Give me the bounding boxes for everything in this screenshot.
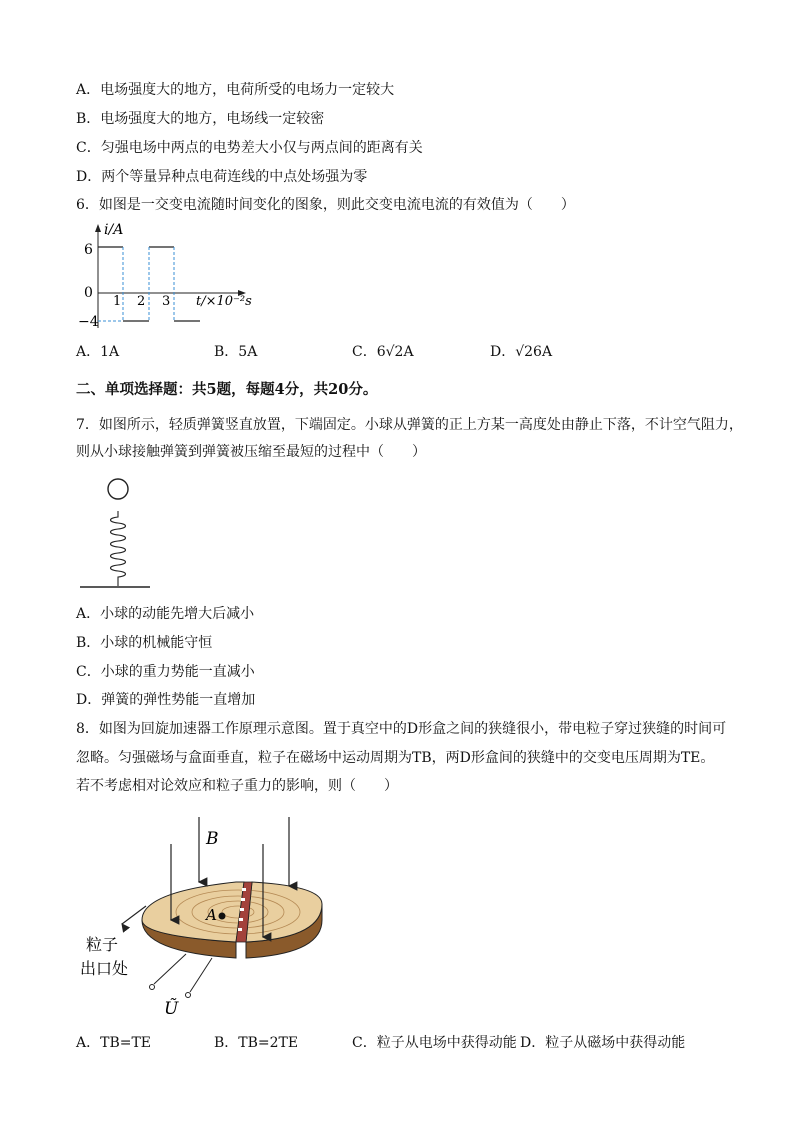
label-exit-1: 粒子 (86, 935, 119, 954)
x-axis-label: t/×10⁻²s (196, 294, 252, 309)
point-a (219, 913, 226, 920)
tick-3: 3 (162, 294, 171, 309)
tick-2: 2 (137, 294, 146, 309)
tick-0: 0 (84, 285, 93, 301)
q7-option-a: A．小球的动能先增大后减小 (76, 606, 255, 622)
q8-stem-line2: 忽略。匀强磁场与盒面垂直，粒子在磁场中运动周期为TB，两D形盒间的狭缝中的交变电压周期为TE。 (76, 750, 715, 766)
q7-option-d: D．弹簧的弹性势能一直增加 (76, 692, 256, 708)
q8-stem-line1: 8．如图为回旋加速器工作原理示意图。置于真空中的D形盒之间的狭缝很小，带电粒子穿过狭缝的时间可 (76, 721, 727, 737)
label-exit-2: 出口处 (80, 959, 129, 978)
section-2-heading: 二、单项选择题：共5题，每题4分，共20分。 (76, 381, 378, 398)
q6-option-b: B．5A (214, 344, 258, 360)
tick-6: 6 (84, 242, 93, 258)
label-b: B (206, 829, 219, 849)
label-a: A (206, 906, 217, 924)
q7-stem-line2: 则从小球接触弹簧到弹簧被压缩至最短的过程中（ ） (76, 444, 426, 460)
q7-option-c: C．小球的重力势能一直减小 (76, 664, 255, 680)
q8-option-d: D．粒子从磁场中获得动能 (520, 1035, 686, 1051)
q5-option-c: C．匀强电场中两点的电势差大小仅与两点间的距离有关 (76, 140, 423, 156)
y-axis-label: i/A (104, 222, 124, 238)
ball (108, 479, 128, 499)
q8-option-a: A．TB=TE (76, 1035, 152, 1051)
q7-option-b: B．小球的机械能守恒 (76, 635, 213, 651)
q8-stem-line3: 若不考虑相对论效应和粒子重力的影响，则（ ） (76, 778, 398, 794)
q6-stem: 6．如图是一交变电流随时间变化的图象，则此交变电流电流的有效值为（ ） (76, 197, 575, 213)
q8-option-b: B．TB=2TE (214, 1035, 299, 1051)
q5-option-a: A．电场强度大的地方，电荷所受的电场力一定较大 (76, 82, 395, 98)
q8-option-c: C．粒子从电场中获得动能 (352, 1035, 517, 1051)
tick-1: 1 (113, 294, 122, 309)
q6-option-a: A．1A (76, 344, 120, 360)
q6-current-graph (76, 220, 266, 332)
q5-option-d: D．两个等量异种点电荷连线的中点处场强为零 (76, 169, 368, 185)
q6-option-c: C．6√2A (352, 344, 414, 360)
q5-option-b: B．电场强度大的地方，电场线一定较密 (76, 111, 325, 127)
label-u: Ũ (164, 999, 179, 1019)
q7-spring-ball-figure (76, 475, 156, 593)
q6-option-d: D．√26A (490, 344, 553, 360)
spring (111, 511, 126, 586)
tick-neg4: −4 (78, 314, 99, 330)
q8-cyclotron-figure (76, 812, 336, 1027)
q7-stem-line1: 7．如图所示，轻质弹簧竖直放置，下端固定。小球从弹簧的正上方某一高度处由静止下落，不计空气阻力， (76, 417, 743, 433)
